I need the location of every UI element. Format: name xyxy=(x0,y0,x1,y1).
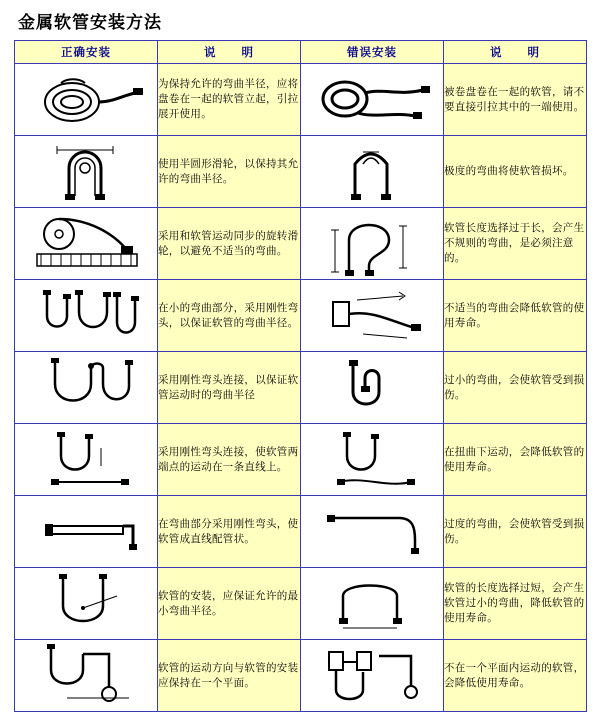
description-correct: 为保持允许的弯曲半径，应将盘卷在一起的软管立起，引拉展开使用。 xyxy=(158,64,301,136)
description-wrong: 软管长度选择过于长，会产生不规则的弯曲，是必须注意的。 xyxy=(444,208,587,280)
improper-bend-wrong-icon xyxy=(303,282,442,349)
sharp-bend-wrong-icon xyxy=(303,138,442,205)
figure-cell-wrong xyxy=(301,568,444,640)
table-row xyxy=(15,64,587,136)
header-correct-desc: 说 明 xyxy=(158,41,301,64)
table-row xyxy=(15,640,587,712)
figure-cell-wrong xyxy=(301,280,444,352)
figure-cell-correct xyxy=(15,424,158,496)
coiled-hose-wrong-icon xyxy=(303,66,442,133)
description-correct: 采用刚性弯头连接，以保证软管运动时的弯曲半径 xyxy=(158,352,301,424)
figure-cell-correct xyxy=(15,640,158,712)
rotating-pulley-correct-icon xyxy=(17,210,156,277)
description-wrong: 过小的弯曲，会使软管受到损伤。 xyxy=(444,352,587,424)
description-wrong: 在扭曲下运动，会降低软管的使用寿命。 xyxy=(444,424,587,496)
description-correct: 在弯曲部分采用刚性弯头，使软管成直线配管状。 xyxy=(158,496,301,568)
table-row xyxy=(15,352,587,424)
description-correct: 软管的运动方向与软管的安装应保持在一个平面。 xyxy=(158,640,301,712)
header-wrong-install: 错误安装 xyxy=(301,41,444,64)
header-wrong-desc: 说 明 xyxy=(444,41,587,64)
description-correct: 在小的弯曲部分，采用刚性弯头，以保证软管的弯曲半径。 xyxy=(158,280,301,352)
table-row xyxy=(15,496,587,568)
table-row xyxy=(15,136,587,208)
table-row xyxy=(15,280,587,352)
too-long-hose-wrong-icon xyxy=(303,210,442,277)
figure-cell-wrong xyxy=(301,352,444,424)
figure-cell-correct xyxy=(15,496,158,568)
figure-cell-correct xyxy=(15,280,158,352)
description-wrong: 被卷盘卷在一起的软管，请不要直接引拉其中的一端使用。 xyxy=(444,64,587,136)
table-header-row xyxy=(15,41,587,64)
figure-cell-correct xyxy=(15,352,158,424)
figure-cell-wrong xyxy=(301,424,444,496)
rigid-bend-small-radius-correct-icon xyxy=(17,282,156,349)
coiled-hose-correct-icon xyxy=(17,66,156,133)
table-row xyxy=(15,424,587,496)
header-correct-install: 正确安装 xyxy=(15,41,158,64)
description-wrong: 极度的弯曲将使软管损坏。 xyxy=(444,136,587,208)
description-correct: 软管的安装，应保证允许的最小弯曲半径。 xyxy=(158,568,301,640)
figure-cell-wrong xyxy=(301,640,444,712)
page-title: 金属软管安装方法 xyxy=(18,13,162,33)
small-radius-bend-wrong-icon xyxy=(303,354,442,421)
too-long-small-bend-wrong-icon xyxy=(303,570,442,637)
excessive-bend-wrong-icon xyxy=(303,498,442,565)
table-row xyxy=(15,208,587,280)
minimum-bend-radius-correct-icon xyxy=(17,570,156,637)
figure-cell-wrong xyxy=(301,64,444,136)
description-correct: 采用和软管运动同步的旋转滑轮，以避免不适当的弯曲。 xyxy=(158,208,301,280)
description-wrong: 过度的弯曲，会使软管受到损伤。 xyxy=(444,496,587,568)
same-plane-motion-correct-icon xyxy=(17,642,156,709)
rigid-elbow-connection-correct-icon xyxy=(17,354,156,421)
torsion-motion-wrong-icon xyxy=(303,426,442,493)
description-correct: 使用半圆形滑轮，以保持其允许的弯曲半径。 xyxy=(158,136,301,208)
figure-cell-correct xyxy=(15,64,158,136)
semicircle-pulley-correct-icon xyxy=(17,138,156,205)
table-row xyxy=(15,568,587,640)
description-wrong: 不适当的弯曲会降低软管的使用寿命。 xyxy=(444,280,587,352)
figure-cell-correct xyxy=(15,208,158,280)
figure-cell-correct xyxy=(15,136,158,208)
description-correct: 采用刚性弯头连接，使软管两端点的运动在一条直线上。 xyxy=(158,424,301,496)
figure-cell-wrong xyxy=(301,496,444,568)
installation-method-table xyxy=(14,40,587,712)
figure-cell-wrong xyxy=(301,136,444,208)
description-wrong: 不在一个平面内运动的软管，会降低使用寿命。 xyxy=(444,640,587,712)
straight-line-motion-correct-icon xyxy=(17,426,156,493)
out-of-plane-motion-wrong-icon xyxy=(303,642,442,709)
description-wrong: 软管的长度选择过短，会产生软管过小的弯曲，降低软管的使用寿命。 xyxy=(444,568,587,640)
rigid-elbow-straight-piping-correct-icon xyxy=(17,498,156,565)
figure-cell-wrong xyxy=(301,208,444,280)
figure-cell-correct xyxy=(15,568,158,640)
